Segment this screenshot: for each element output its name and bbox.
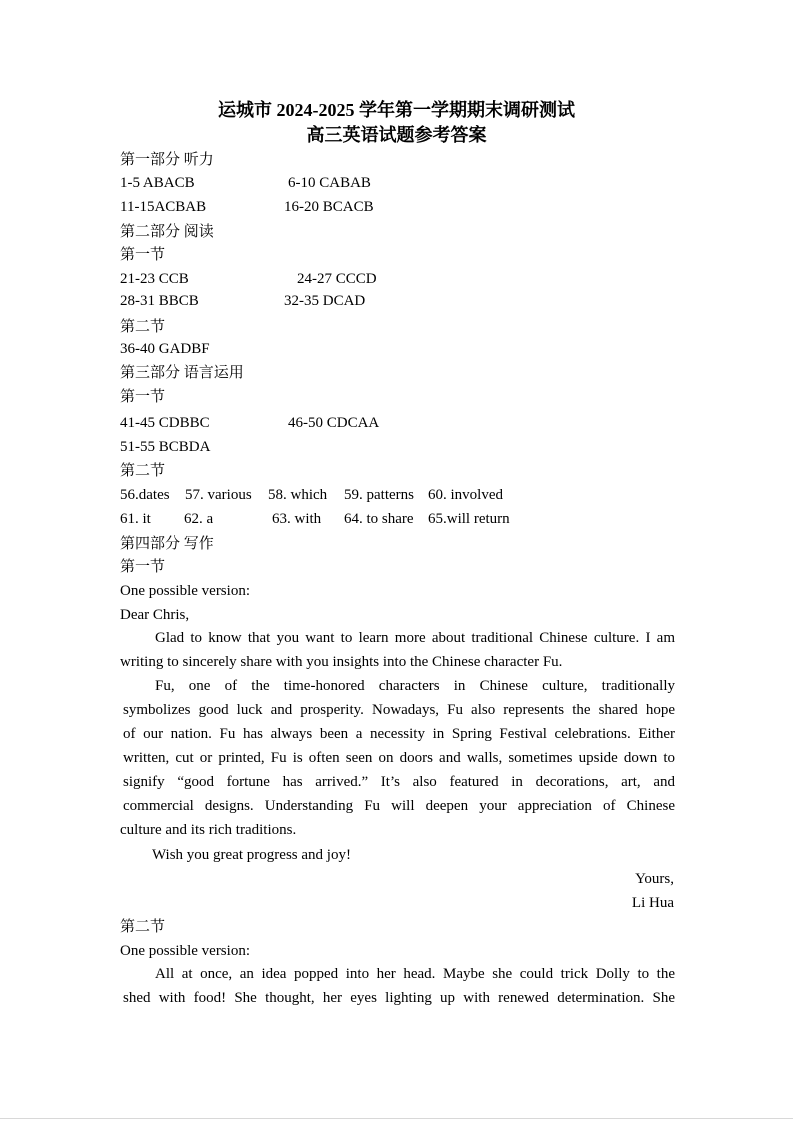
letter-para2-line3: of our nation. Fu has always been a necessity in Spring Festival celebrations. Either [123, 726, 675, 742]
possible-version-label: One possible version: [120, 583, 250, 599]
letter-wish: Wish you great progress and joy! [152, 847, 351, 863]
answer-6-10: 6-10 CABAB [288, 175, 371, 191]
fill-59: 59. patterns [344, 487, 414, 503]
story-para-line2: shed with food! She thought, her eyes lighting up with renewed determination. She [123, 990, 675, 1006]
answer-28-31: 28-31 BBCB [120, 293, 199, 309]
answer-21-23: 21-23 CCB [120, 271, 189, 287]
story-para-line1: All at once, an idea popped into her head. Maybe she could trick Dolly to the [155, 966, 675, 982]
part4-section2: 第二节 [120, 919, 166, 935]
part3-section2: 第二节 [120, 463, 166, 479]
possible-version-label-2: One possible version: [120, 943, 250, 959]
fill-60: 60. involved [428, 487, 503, 503]
answer-32-35: 32-35 DCAD [284, 293, 366, 309]
answer-1-5: 1-5 ABACB [120, 175, 195, 191]
answer-24-27: 24-27 CCCD [297, 271, 377, 287]
answer-16-20: 16-20 BCACB [284, 199, 374, 215]
part1-heading: 第一部分 听力 [120, 152, 214, 168]
letter-para1-line2: writing to sincerely share with you insights into the Chinese character Fu. [120, 654, 563, 670]
part3-section1: 第一节 [120, 389, 166, 405]
letter-para2-line6: commercial designs. Understanding Fu will deepen your appreciation of Chinese [123, 798, 675, 814]
part3-heading: 第三部分 语言运用 [120, 365, 244, 381]
fill-58: 58. which [268, 487, 328, 503]
fill-57: 57. various [185, 487, 252, 503]
letter-para2-line5: signify “good fortune has arrived.” It’s also featured in decorations, art, and [123, 774, 675, 790]
letter-para2-line1: Fu, one of the time-honored characters in Chinese culture, traditionally [155, 678, 675, 694]
answer-36-40: 36-40 GADBF [120, 341, 210, 357]
fill-65: 65.will return [428, 511, 510, 527]
answer-46-50: 46-50 CDCAA [288, 415, 380, 431]
salutation: Dear Chris, [120, 607, 190, 623]
letter-signature: Li Hua [631, 895, 674, 911]
document-subtitle: 高三英语试题参考答案 [306, 125, 487, 145]
letter-closing: Yours, [635, 871, 674, 887]
letter-para1-line1: Glad to know that you want to learn more about traditional Chinese culture. I am [155, 630, 675, 646]
part2-heading: 第二部分 阅读 [120, 224, 214, 240]
part2-section2: 第二节 [120, 319, 166, 335]
document-title: 运城市 2024-2025 学年第一学期期末调研测试 [218, 100, 575, 120]
fill-61: 61. it [120, 511, 151, 527]
fill-56: 56.dates [120, 487, 170, 503]
part4-heading: 第四部分 写作 [120, 536, 214, 552]
fill-62: 62. a [184, 511, 214, 527]
answer-51-55: 51-55 BCBDA [120, 439, 211, 455]
letter-para2-line4: written, cut or printed, Fu is often seen on doors and walls, sometimes upside down to [123, 750, 675, 766]
answer-41-45: 41-45 CDBBC [120, 415, 210, 431]
fill-64: 64. to share [344, 511, 414, 527]
page-bottom-edge [0, 1118, 793, 1119]
fill-63: 63. with [272, 511, 322, 527]
part2-section1: 第一节 [120, 247, 166, 263]
letter-para2-line2: symbolizes good luck and prosperity. Nowadays, Fu also represents the shared hope [123, 702, 675, 718]
answer-11-15: 11-15ACBAB [120, 199, 207, 215]
letter-para2-line7: culture and its rich traditions. [120, 822, 297, 838]
part4-section1: 第一节 [120, 559, 166, 575]
